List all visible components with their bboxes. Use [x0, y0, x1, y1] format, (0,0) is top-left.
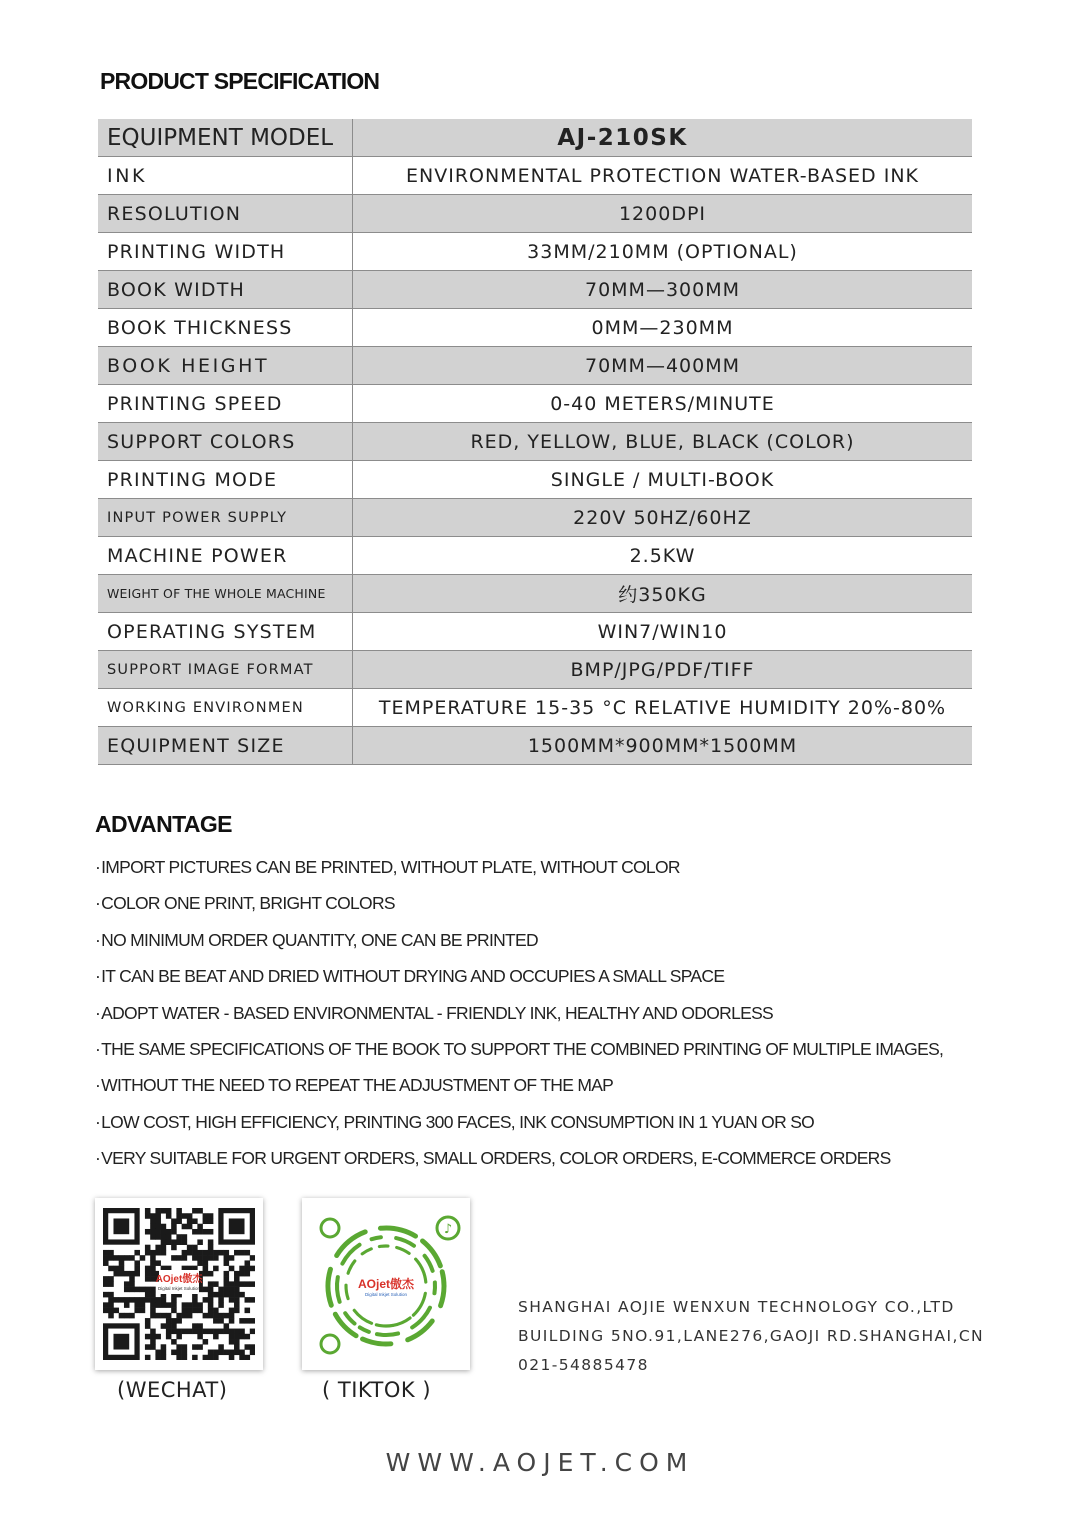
spec-label: BOOK THICKNESS	[98, 309, 353, 347]
spec-row	[98, 613, 972, 651]
aojet-logo-text: AOjet傲杰	[155, 1274, 203, 1285]
spec-label: WEIGHT OF THE WHOLE MACHINE	[98, 575, 353, 613]
spec-label: EQUIPMENT SIZE	[98, 727, 353, 765]
spec-table	[98, 119, 972, 765]
aojet-logo-tagline: Digital Inkjet Solution	[157, 1286, 201, 1291]
advantage-item: · NO MINIMUM ORDER QUANTITY, ONE CAN BE PRINTED	[95, 922, 943, 958]
wechat-qr-icon	[103, 1208, 255, 1360]
spec-row	[98, 233, 972, 271]
advantage-item: · LOW COST, HIGH EFFICIENCY, PRINTING 300 FACES, INK CONSUMPTION IN 1 YUAN OR SO	[95, 1104, 943, 1140]
spec-label: SUPPORT COLORS	[98, 423, 353, 461]
spec-label: WORKING ENVIRONMEN	[98, 689, 353, 727]
spec-label: MACHINE POWER	[98, 537, 353, 575]
spec-label: PRINTING WIDTH	[98, 233, 353, 271]
advantage-item: · THE SAME SPECIFICATIONS OF THE BOOK TO SUPPORT THE COMBINED PRINTING OF MULTIPLE IMAGES,	[95, 1031, 943, 1067]
spec-row	[98, 499, 972, 537]
advantage-item: · VERY SUITABLE FOR URGENT ORDERS, SMALL ORDERS, COLOR ORDERS, E-COMMERCE ORDERS	[95, 1140, 943, 1176]
spec-value: 70MM—300MM	[353, 271, 973, 309]
website-link[interactable]: WWW.AOJET.COM	[385, 1448, 695, 1477]
spec-row	[98, 461, 972, 499]
spec-label: INK	[98, 157, 353, 195]
spec-label: SUPPORT IMAGE FORMAT	[98, 651, 353, 689]
spec-header-row	[98, 119, 972, 157]
spec-value: TEMPERATURE 15-35 °C RELATIVE HUMIDITY 20%-80%	[353, 689, 973, 727]
spec-row	[98, 727, 972, 765]
spec-value: ENVIRONMENTAL PROTECTION WATER-BASED INK	[353, 157, 973, 195]
spec-value: 1200DPI	[353, 195, 973, 233]
advantage-list	[95, 849, 943, 1177]
page-title: PRODUCT SPECIFICATION	[100, 68, 380, 94]
spec-row	[98, 309, 972, 347]
company-address: BUILDING 5NO.91,LANE276,GAOJI RD.SHANGHAI,CN	[518, 1327, 985, 1345]
advantage-item: · IT CAN BE BEAT AND DRIED WITHOUT DRYING AND OCCUPIES A SMALL SPACE	[95, 958, 943, 994]
spec-label: RESOLUTION	[98, 195, 353, 233]
spec-label: INPUT POWER SUPPLY	[98, 499, 353, 537]
spec-value: 0-40 METERS/MINUTE	[353, 385, 973, 423]
spec-value: 33MM/210MM (OPTIONAL)	[353, 233, 973, 271]
spec-row	[98, 689, 972, 727]
spec-row	[98, 195, 972, 233]
spec-row	[98, 157, 972, 195]
advantage-item: · ADOPT WATER - BASED ENVIRONMENTAL - FRIENDLY INK, HEALTHY AND ODORLESS	[95, 995, 943, 1031]
spec-label: PRINTING SPEED	[98, 385, 353, 423]
aojet-logo-text: AOjet傲杰	[357, 1277, 415, 1291]
spec-row	[98, 537, 972, 575]
aojet-logo-tagline: Digital Inkjet Solution	[364, 1292, 408, 1297]
tiktok-qr-icon	[310, 1208, 462, 1360]
spec-value: RED, YELLOW, BLUE, BLACK (COLOR)	[353, 423, 973, 461]
wechat-caption: (WECHAT)	[117, 1378, 228, 1402]
spec-value: 70MM—400MM	[353, 347, 973, 385]
music-note-icon: ♪	[443, 1222, 453, 1237]
spec-label: BOOK HEIGHT	[98, 347, 353, 385]
advantage-title: ADVANTAGE	[95, 811, 232, 837]
spec-model-value: AJ-210SK	[353, 119, 973, 157]
spec-row	[98, 575, 972, 613]
spec-value: 约350KG	[353, 575, 973, 613]
company-phone: 021-54885478	[518, 1356, 649, 1374]
advantage-item: · IMPORT PICTURES CAN BE PRINTED, WITHOUT PLATE, WITHOUT COLOR	[95, 849, 943, 885]
spec-value: BMP/JPG/PDF/TIFF	[353, 651, 973, 689]
spec-value: 220V 50HZ/60HZ	[353, 499, 973, 537]
spec-label: OPERATING SYSTEM	[98, 613, 353, 651]
company-name: SHANGHAI AOJIE WENXUN TECHNOLOGY CO.,LTD	[518, 1298, 955, 1316]
spec-label: BOOK WIDTH	[98, 271, 353, 309]
spec-value: SINGLE / MULTI-BOOK	[353, 461, 973, 499]
advantage-item: · WITHOUT THE NEED TO REPEAT THE ADJUSTMENT OF THE MAP	[95, 1067, 943, 1103]
spec-value: 0MM—230MM	[353, 309, 973, 347]
spec-row	[98, 271, 972, 309]
spec-label: PRINTING MODE	[98, 461, 353, 499]
advantage-item: · COLOR ONE PRINT, BRIGHT COLORS	[95, 885, 943, 921]
spec-row	[98, 385, 972, 423]
tiktok-qr-code[interactable]	[302, 1198, 470, 1370]
tiktok-caption: ( TIKTOK )	[322, 1378, 432, 1402]
spec-label: EQUIPMENT MODEL	[98, 119, 353, 157]
spec-value: WIN7/WIN10	[353, 613, 973, 651]
spec-value: 2.5KW	[353, 537, 973, 575]
spec-row	[98, 651, 972, 689]
spec-value: 1500MM*900MM*1500MM	[353, 727, 973, 765]
spec-row	[98, 347, 972, 385]
wechat-qr-code[interactable]	[95, 1198, 263, 1370]
spec-row	[98, 423, 972, 461]
company-info	[518, 1293, 984, 1380]
